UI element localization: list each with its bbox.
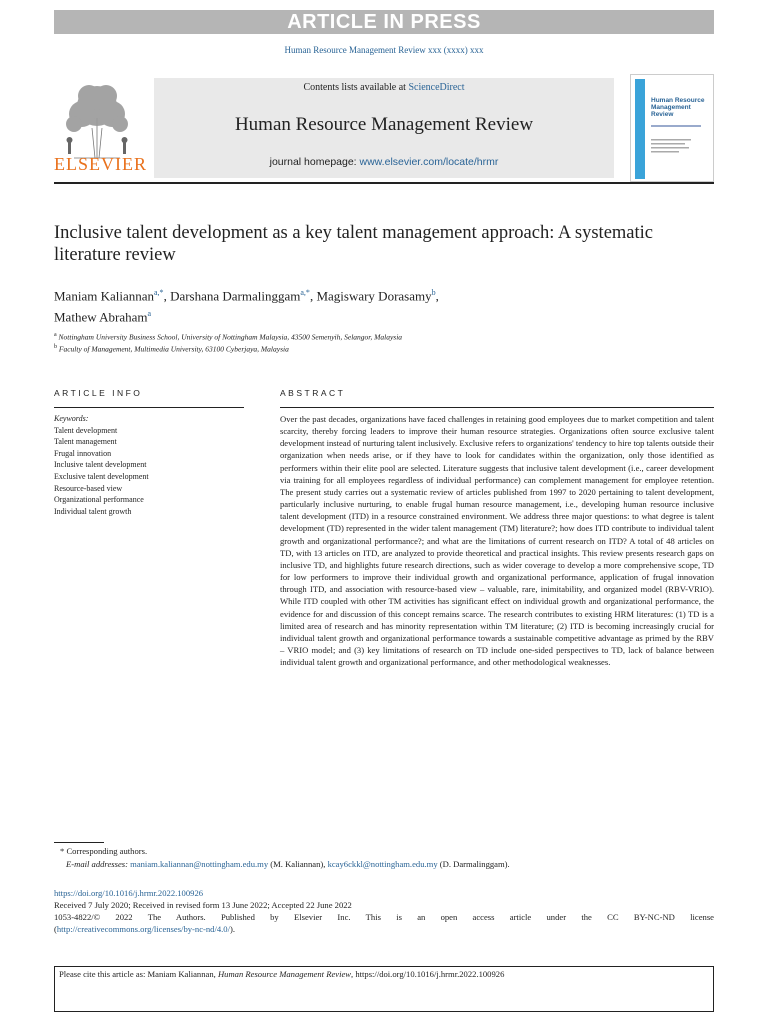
email-owner-1: (M. Kaliannan),	[268, 859, 328, 869]
cite-doi[interactable]: , https://doi.org/10.1016/j.hrmr.2022.100926	[351, 969, 505, 979]
cite-journal: Human Resource Management Review	[217, 969, 352, 979]
journal-header-box	[154, 78, 614, 178]
journal-cover-thumbnail	[630, 74, 714, 182]
contents-prefix: Contents lists available at	[303, 82, 409, 93]
author-sup[interactable]: a,*	[300, 288, 310, 297]
email-label: E-mail addresses:	[66, 859, 131, 869]
email-link-1[interactable]: maniam.kaliannan@nottingham.edu.my	[130, 859, 269, 869]
article-info-rule	[54, 407, 244, 408]
keyword-item: Talent development	[54, 425, 118, 435]
license-statement: 1053-4822/© 2022 The Authors. Published by Elsevier Inc. This is an open access article under the CC BY-NC-ND license	[54, 912, 714, 922]
abstract-text: Over the past decades, organizations have faced challenges in retaining good employees due to market competition and talent scarcity, thereby forcing leaders to improve their human resource strategies. Organizations often source exclusive talent development instead of nurturing talent inclusively. Exclusive refers to organizations' tendency to hire top talents outside their organization when needs arise, or if they have to look for candidates within the organization, only those identified as performers within their elite pool are selected. Literature suggests that inclusive talent development (i.e., career development via training for all employees regardless of individual performance) can complement management for employee retention. The present study carries out a systematic review of articles published from 1997 to 2020 pertaining to talent development, particularly inclusive nurturing, to enable frugal human resource management, i.e., developing human resource inclusive talent development (ITD) in a resource constrained environment. We address three major questions: to what degree is talent development (TD) represented in the wider talent management (TM) literature?; how does ITD contribute to individual talent growth and organizational performance?; and what are the limitations of current research on ITD? A total of 48 articles on TD, with 13 articles on ITD, are analyzed to provide theoretical and practical insights. This review presents research gaps on inclusive TD, and highlights future research directions, such as wider coverage to develop a more comprehensive scope, TD for low performers to improve their individual growth and organizational performance, application of frugal innovation through ITD, and association with resource-based view – valuable, rare, inimitability, and organized model (RBV-VRIO). While ITD coupled with other TM activities has significant effect on individual growth and organizational performance, the evidence for and discussion of this concept remains scarce. The research contributes to existing HRM literatures: (1) TD is a limited area of research and has minority representation within TM literature; (2) ITD is becoming increasingly crucial for individual talent growth and organizational performance towards a sustainable competitive advantage as primed by the RBV – VRIO model; and (3) key limitations of research on TD include one-sided perspectives to TD, lack of balance between individual talent growth and organizational performance, and other methodological weaknesses.	[280, 414, 714, 668]
doi-link[interactable]: https://doi.org/10.1016/j.hrmr.2022.100926	[54, 888, 204, 898]
masthead	[54, 70, 714, 182]
corresponding-footnote	[60, 846, 147, 856]
affiliation	[54, 332, 402, 342]
corresponding-text: Corresponding authors.	[66, 846, 148, 856]
journal-homepage	[154, 156, 614, 168]
affiliation-text: Nottingham University Business School, University of Nottingham Malaysia, 43500 Semenyih, Selangor, Malaysia	[58, 332, 403, 342]
author-sup[interactable]: a,*	[154, 288, 164, 297]
masthead-rule	[54, 182, 714, 184]
received-dates: Received 7 July 2020; Received in revised form 13 June 2022; Accepted 22 June 2022	[54, 900, 352, 910]
license-link[interactable]: http://creativecommons.org/licenses/by-nc-nd/4.0/	[56, 924, 230, 934]
keyword-item: Exclusive talent development	[54, 471, 149, 481]
abstract-heading: ABSTRACT	[280, 388, 346, 398]
footnote-rule	[54, 842, 104, 843]
affiliation	[54, 344, 289, 354]
author-name[interactable]: Magiswary Dorasamy	[316, 288, 432, 304]
abstract-rule	[280, 407, 714, 408]
email-owner-2: (D. Darmalinggam).	[437, 859, 510, 869]
license-url-line	[54, 923, 714, 935]
keyword-item: Resource-based view	[54, 483, 123, 493]
journal-reference-link[interactable]: Human Resource Management Review xxx (xxxx) xxx	[284, 45, 484, 55]
sciencedirect-link[interactable]: ScienceDirect	[408, 82, 465, 93]
email-footnote	[66, 859, 510, 869]
affiliation-text: Faculty of Management, Multimedia University, 63100 Cyberjaya, Malaysia	[58, 344, 289, 354]
paren-close: ).	[229, 924, 235, 934]
elsevier-wordmark: ELSEVIER	[54, 154, 147, 174]
article-in-press-banner: ARTICLE IN PRESS	[54, 10, 714, 34]
keyword-item: Individual talent growth	[54, 506, 132, 516]
keywords-label: Keywords:	[54, 414, 89, 423]
homepage-link[interactable]: www.elsevier.com/locate/hrmr	[359, 156, 499, 168]
contents-line	[154, 82, 614, 93]
author-sup[interactable]: a	[147, 309, 152, 319]
author-name[interactable]: Mathew Abraham	[54, 309, 148, 325]
email-link-2[interactable]: kcay6ckkl@nottingham.edu.my	[327, 859, 438, 869]
author-sup[interactable]: b	[431, 288, 436, 297]
homepage-prefix: journal homepage:	[269, 156, 360, 168]
author-name[interactable]: Maniam Kaliannan	[54, 288, 154, 304]
publication-info	[54, 887, 714, 935]
citation-box	[54, 966, 714, 1012]
paren-open: (	[54, 924, 57, 934]
keyword-item: Talent management	[54, 437, 117, 447]
cite-prefix: Please cite this article as: Maniam Kaliannan,	[59, 969, 218, 979]
keywords-list	[54, 413, 244, 517]
article-title: Inclusive talent development as a key talent management approach: A systematic literature review	[54, 223, 653, 265]
cover-title: Human Resource Management Review	[651, 97, 705, 118]
author-name[interactable]: Darshana Darmalinggam	[170, 288, 301, 304]
affiliation-mark: b	[54, 344, 57, 350]
author-list: Maniam Kaliannan$^{a,*}$, Darshana Darmalinggam$^{a,*}$, Magiswary Dorasamy$^b$, Mathew Abraham$^a$	[54, 288, 439, 325]
keyword-item: Inclusive talent development	[54, 460, 147, 470]
keyword-item: Organizational performance	[54, 495, 144, 505]
keyword-item: Frugal innovation	[54, 448, 112, 458]
journal-title: Human Resource Management Review	[234, 114, 534, 135]
article-info-heading: ARTICLE INFO	[54, 388, 143, 398]
asterisk-mark: *	[60, 846, 65, 856]
affiliation-mark: a	[54, 332, 57, 338]
